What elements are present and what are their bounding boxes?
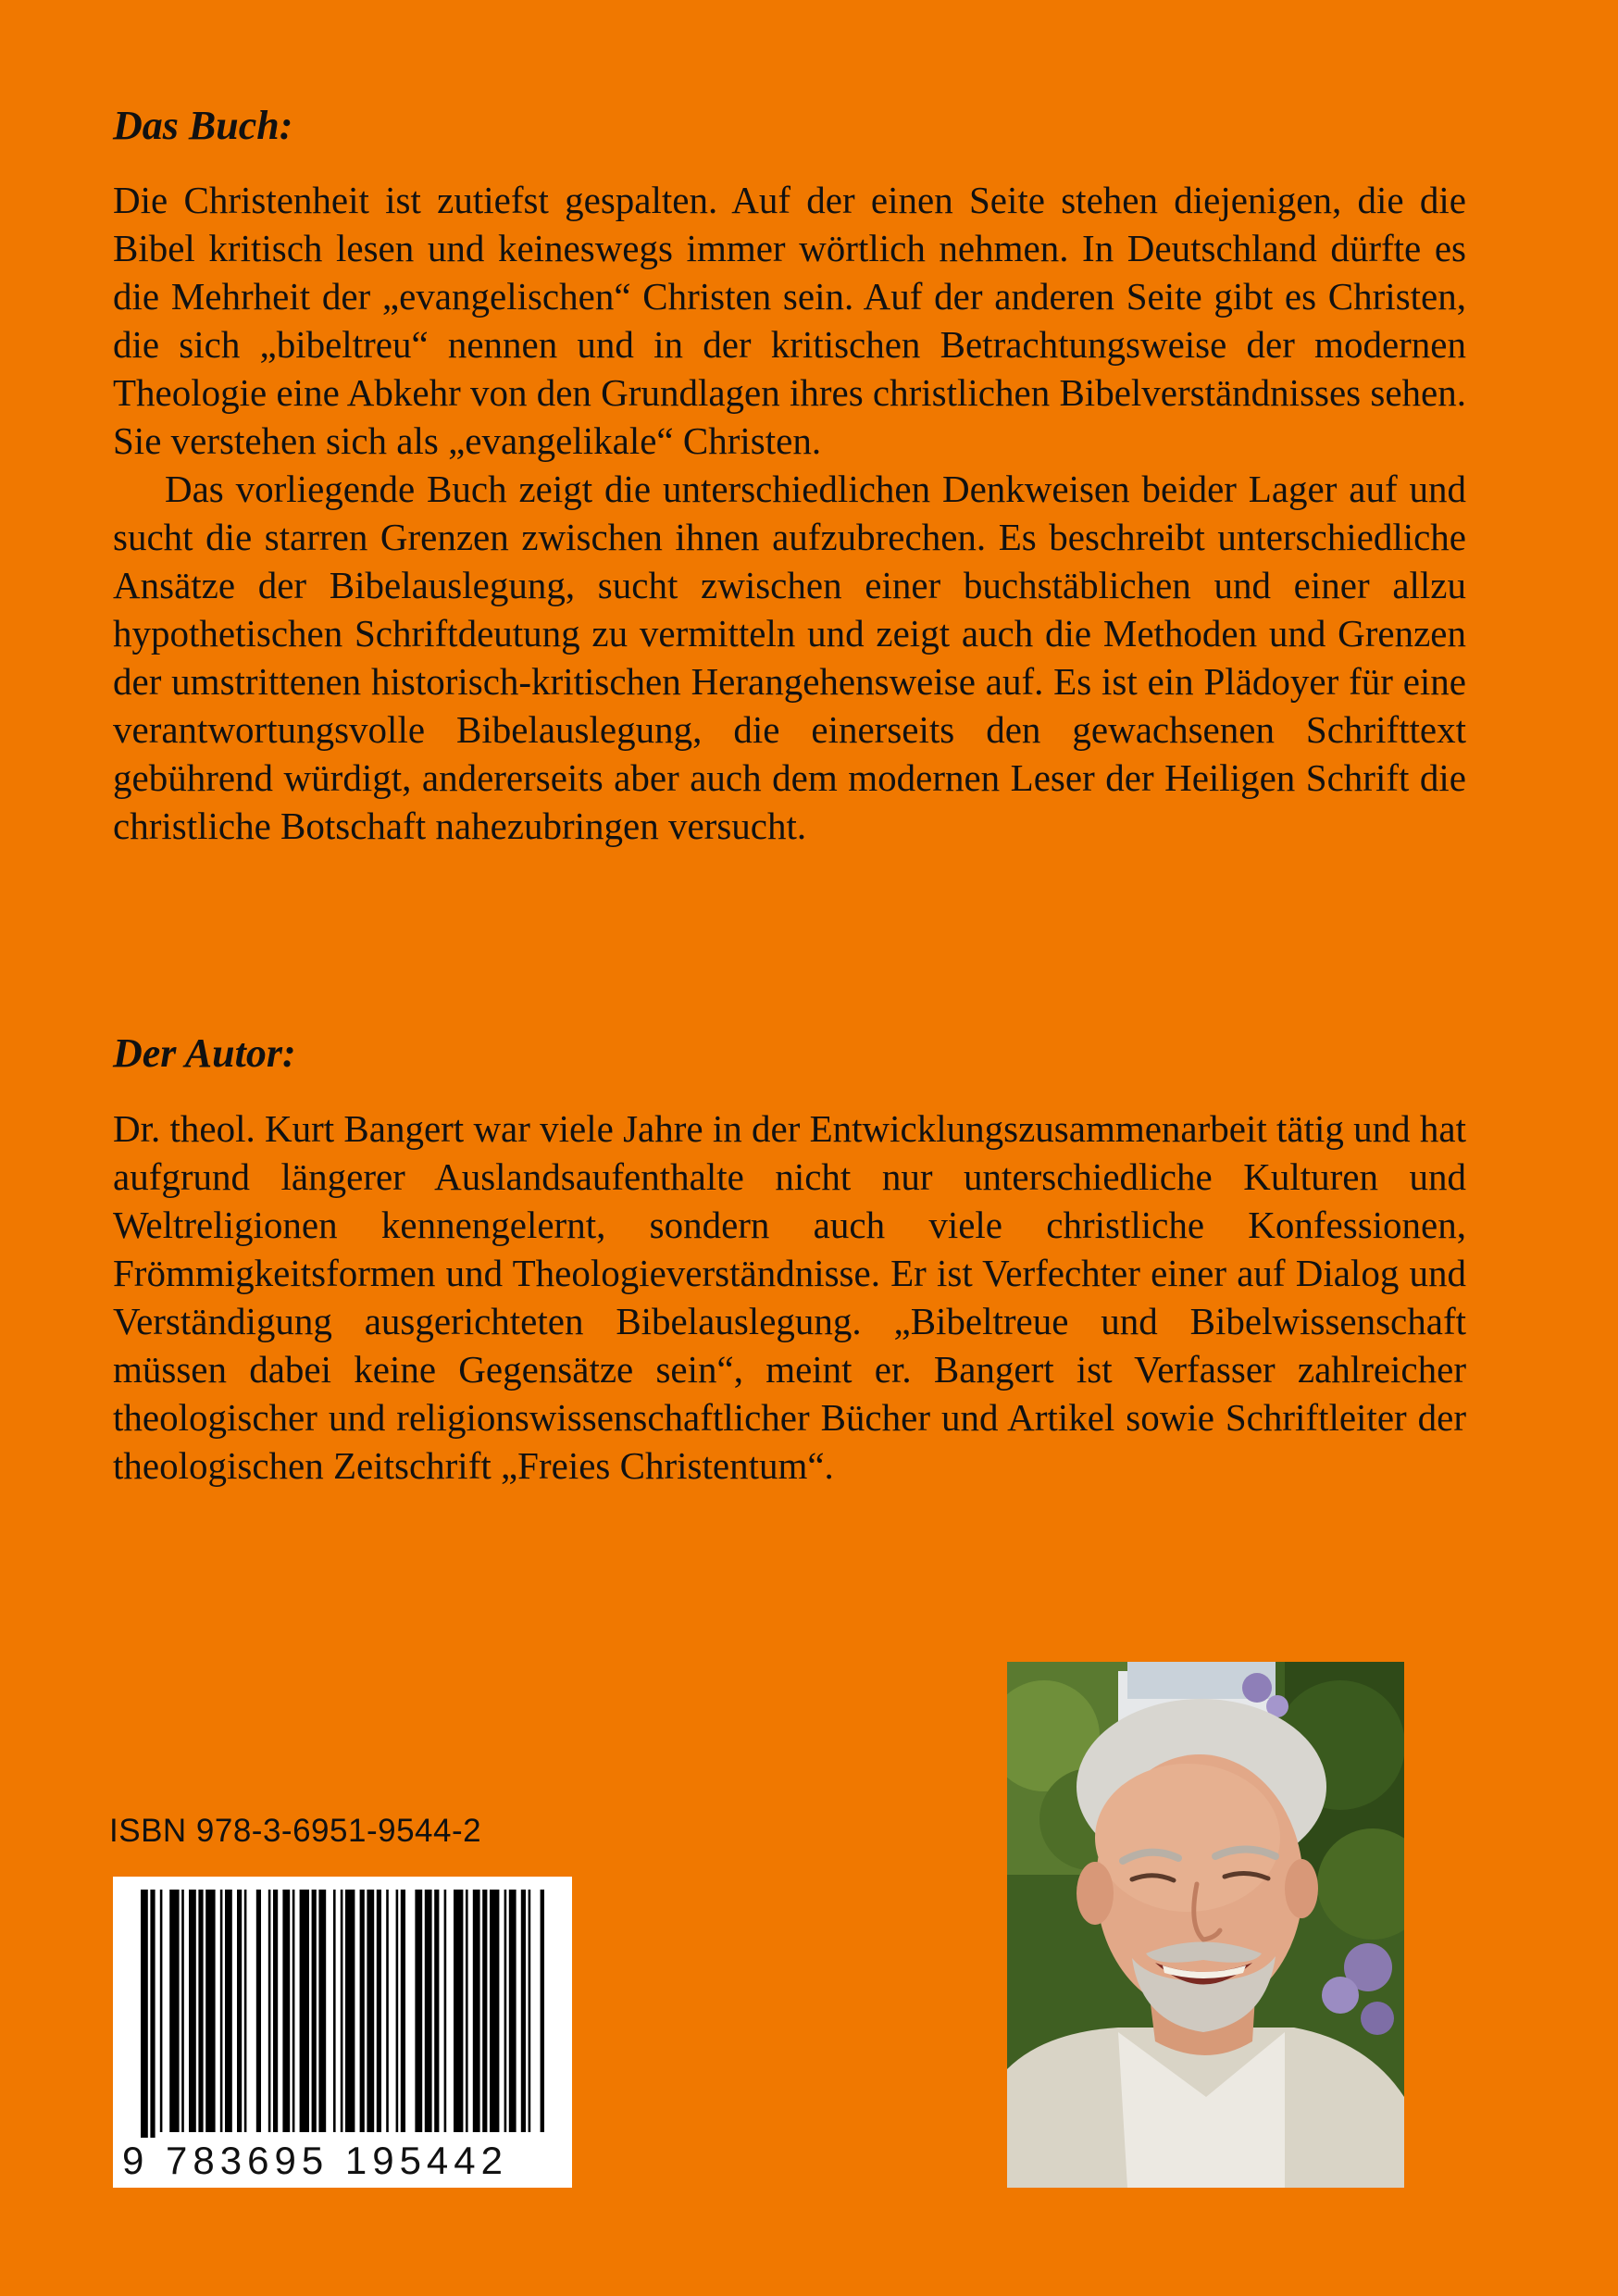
barcode-bar bbox=[529, 1890, 531, 2132]
barcode-bar bbox=[300, 1890, 309, 2132]
barcode-bar bbox=[415, 1890, 422, 2132]
author-paragraph: Dr. theol. Kurt Bangert war viele Jahre in der Entwicklungszusammenarbeit tätig und hat aufgrund längerer Auslandsaufenthalte nicht nur unterschiedliche Kulturen und Weltreligionen kennengelernt, sondern auch viele christliche Konfessionen, Frömmigkeitsformen und Theologieverständnisse. Er ist Verfechter einer auf Dialog und Verständigung ausgerichteten Bibelauslegung. „Bibeltreue und Bibelwissenschaft müssen dabei keine Gegensätze sein“, meint er. Bangert ist Verfasser zahlreicher theologischer und religionswissenschaftlicher Bücher und Artikel sowie Schriftleiter der theologischen Zeitschrift „Freies Christentum“. bbox=[113, 1107, 1466, 1487]
author-heading: Der Autor: bbox=[113, 1030, 296, 1076]
barcode-bar bbox=[466, 1890, 468, 2132]
barcode-bar bbox=[160, 1890, 163, 2132]
barcode-bar bbox=[220, 1890, 223, 2132]
barcode-bar bbox=[205, 1890, 215, 2132]
barcode-bar bbox=[268, 1890, 271, 2132]
barcode-bar bbox=[169, 1890, 179, 2132]
barcode-bar bbox=[521, 1890, 526, 2132]
barcode-bar bbox=[198, 1890, 203, 2132]
book-paragraph-2: Das vorliegende Buch zeigt die unterschiedlichen Denkweisen beider Lager auf und sucht die starren Grenzen zwischen ihnen aufzubrechen. Es beschreibt unterschiedliche Ansätze der Bibelauslegung, sucht zwischen einer buchstäblichen und einer allzu hypothetischen Schriftdeutung zu vermitteln und zeigt auch die Methoden und Grenzen der umstrittenen historisch-kritischen Herangehensweise auf. Es ist ein Plädoyer für eine verantwortungsvolle Bibelauslegung, die einerseits den gewachsenen Schrifttext gebührend würdigt, andererseits aber auch dem modernen Leser der Heiligen Schrift die christliche Botschaft nahezubringen versucht. bbox=[113, 468, 1466, 847]
book-description bbox=[113, 176, 1466, 850]
barcode-bar bbox=[386, 1890, 389, 2132]
barcode-bar bbox=[444, 1890, 447, 2132]
barcode-bar bbox=[181, 1890, 184, 2132]
barcode-bar bbox=[345, 1890, 355, 2132]
barcode-bar bbox=[333, 1890, 336, 2132]
barcode-bar bbox=[473, 1890, 480, 2132]
barcode-bar bbox=[150, 1890, 155, 2167]
isbn-barcode bbox=[113, 1877, 572, 2188]
barcode-bar bbox=[434, 1890, 439, 2132]
barcode-bar bbox=[256, 1890, 261, 2132]
book-heading: Das Buch: bbox=[113, 103, 293, 148]
barcode-bar bbox=[401, 1890, 405, 2132]
barcode-bar bbox=[292, 1890, 295, 2132]
barcode-bar bbox=[244, 1890, 247, 2132]
barcode-bar bbox=[273, 1890, 278, 2132]
barcode-bar bbox=[454, 1890, 463, 2132]
isbn-label: ISBN 978-3-6951-9544-2 bbox=[109, 1813, 482, 1849]
barcode-bar bbox=[225, 1890, 232, 2132]
barcode-bar bbox=[541, 1890, 544, 2132]
barcode-bar bbox=[189, 1890, 196, 2132]
barcode-bar bbox=[482, 1890, 487, 2132]
barcode-bar bbox=[396, 1890, 399, 2132]
barcode-bar bbox=[312, 1890, 317, 2132]
book-paragraph-1: Die Christenheit ist zutiefst gespalten. Auf der einen Seite stehen diejenigen, die die Bibel kritisch lesen und keineswegs immer wörtlich nehmen. In Deutschland dürfte es die Mehrheit der „evangelischen“ Christen sein. Auf der anderen Seite gibt es Christen, die sich „bibeltreu“ nennen und in der kritischen Betrachtungsweise der modernen Theologie eine Abkehr von den Grundlagen ihres christlichen Bibelverständnisses sehen. Sie verstehen sich als „evangelikale“ Christen. bbox=[113, 179, 1466, 462]
barcode-bar bbox=[425, 1890, 432, 2132]
barcode-bar bbox=[341, 1890, 343, 2132]
barcode-bar bbox=[360, 1890, 365, 2132]
barcode-bar bbox=[504, 1890, 507, 2132]
author-photo bbox=[1007, 1662, 1404, 2188]
barcode-bar bbox=[490, 1890, 499, 2132]
barcode-bar bbox=[282, 1890, 290, 2132]
barcode-bar bbox=[237, 1890, 242, 2132]
barcode-bar bbox=[367, 1890, 374, 2132]
barcode-bar bbox=[318, 1890, 326, 2132]
barcode-bar bbox=[141, 1890, 148, 2167]
author-description bbox=[113, 1104, 1466, 1490]
barcode-bar bbox=[377, 1890, 381, 2132]
barcode-bar bbox=[509, 1890, 517, 2132]
barcode-digits: 9 783695 195442 bbox=[122, 2138, 563, 2184]
